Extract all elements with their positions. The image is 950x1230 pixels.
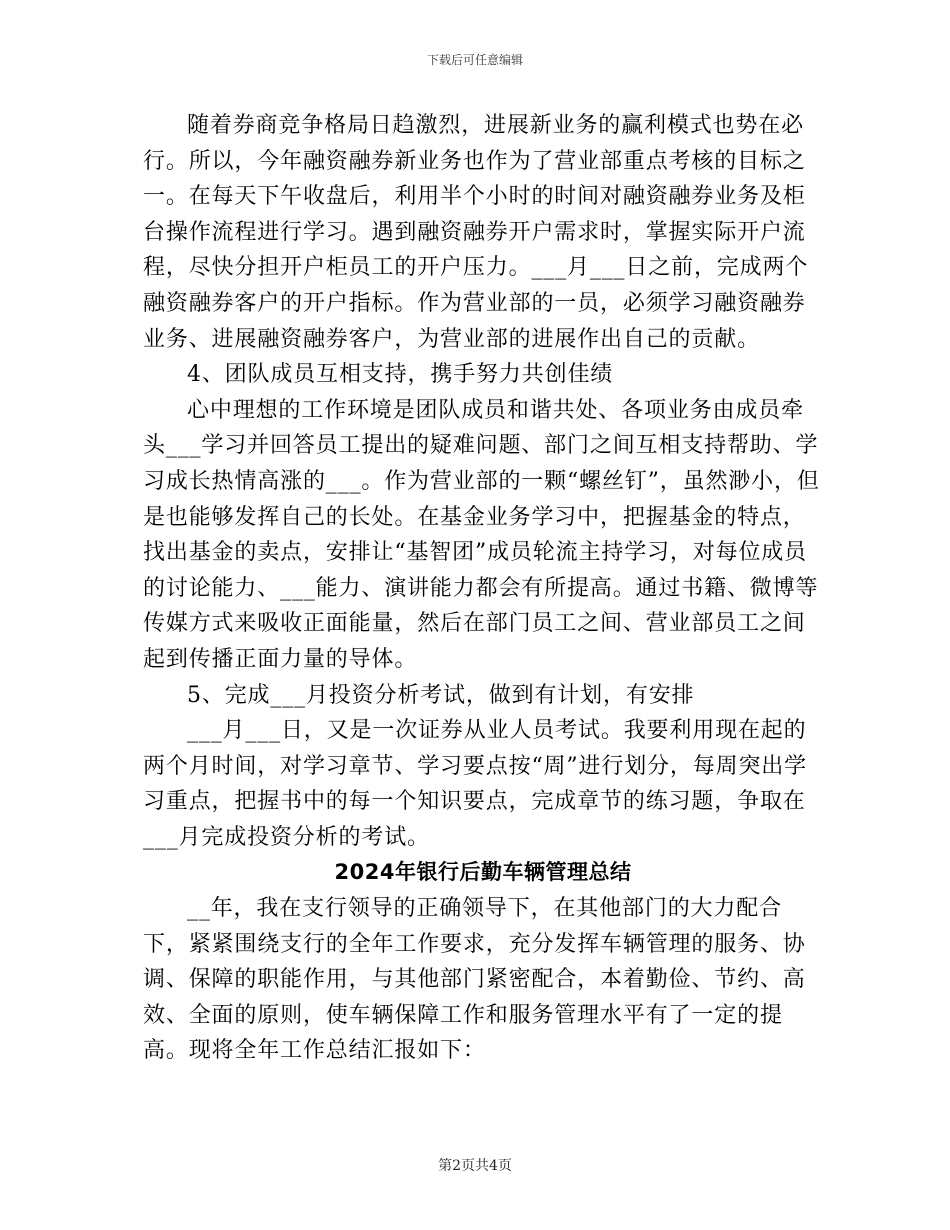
- paragraph-margin-financing: 随着券商竞争格局日趋激烈，进展新业务的赢利模式也势在必行。所以，今年融资融券新业务也作为了营业部重点考核的目标之一。在每天下午收盘后，利用半个小时的时间对融资融券业务及柜台操作流程进行学习。遇到融资融券开户需求时，掌握实际开户流程，尽快分担开户柜员工的开户压力。___月___日之前，完成两个融资融券客户的开户指标。作为营业部的一员，必须学习融资融券业务、进展融资融券客户，为营业部的进展作出自己的贡献。: [143, 113, 809, 352]
- paragraph-team-support: 心中理想的工作环境是团队成员和谐共处、各项业务由成员牵头___学习并回答员工提出的疑难问题、部门之间互相支持帮助、学习成长热情高涨的___。作为营业部的一颗“螺丝钉”，虽然渺小，但是也能够发挥自己的长处。在基金业务学习中，把握基金的特点，找出基金的卖点，安排让“基智团”成员轮流主持学习，对每位成员的讨论能力、___能力、演讲能力都会有所提高。通过书籍、微博等传媒方式来吸收正面能量，然后在部门员工之间、营业部员工之间起到传播正面力量的导体。: [143, 397, 820, 672]
- heading-item-4: 4、团队成员互相支持，携手努力共创佳绩: [187, 362, 614, 388]
- page-footer: 第2页共4页: [438, 1158, 512, 1174]
- paragraph-vehicle-summary: __年，我在支行领导的正确领导下，在其他部门的大力配合下，紧紧围绕支行的全年工作要求，充分发挥车辆管理的服务、协调、保障的职能作用，与其他部门紧密配合，本着勤俭、节约、高效、全面的原则，使车辆保障工作和服务管理水平有了一定的提高。现将全年工作总结汇报如下：: [143, 896, 806, 1064]
- paragraph-exam-plan: ___月___日，又是一次证券从业人员考试。我要利用现在起的两个月时间，对学习章节、学习要点按“周”进行划分，每周突出学习重点，把握书中的每一个知识要点，完成章节的练习题，争取在___月完成投资分析的考试。: [143, 718, 807, 850]
- page-header: 下载后可任意编辑: [426, 53, 523, 67]
- document-body: [143, 108, 823, 1069]
- heading-item-5: 5、完成___月投资分析考试，做到有计划，有安排: [187, 682, 695, 708]
- section-title: 2024年银行后勤车辆管理总结: [334, 860, 632, 885]
